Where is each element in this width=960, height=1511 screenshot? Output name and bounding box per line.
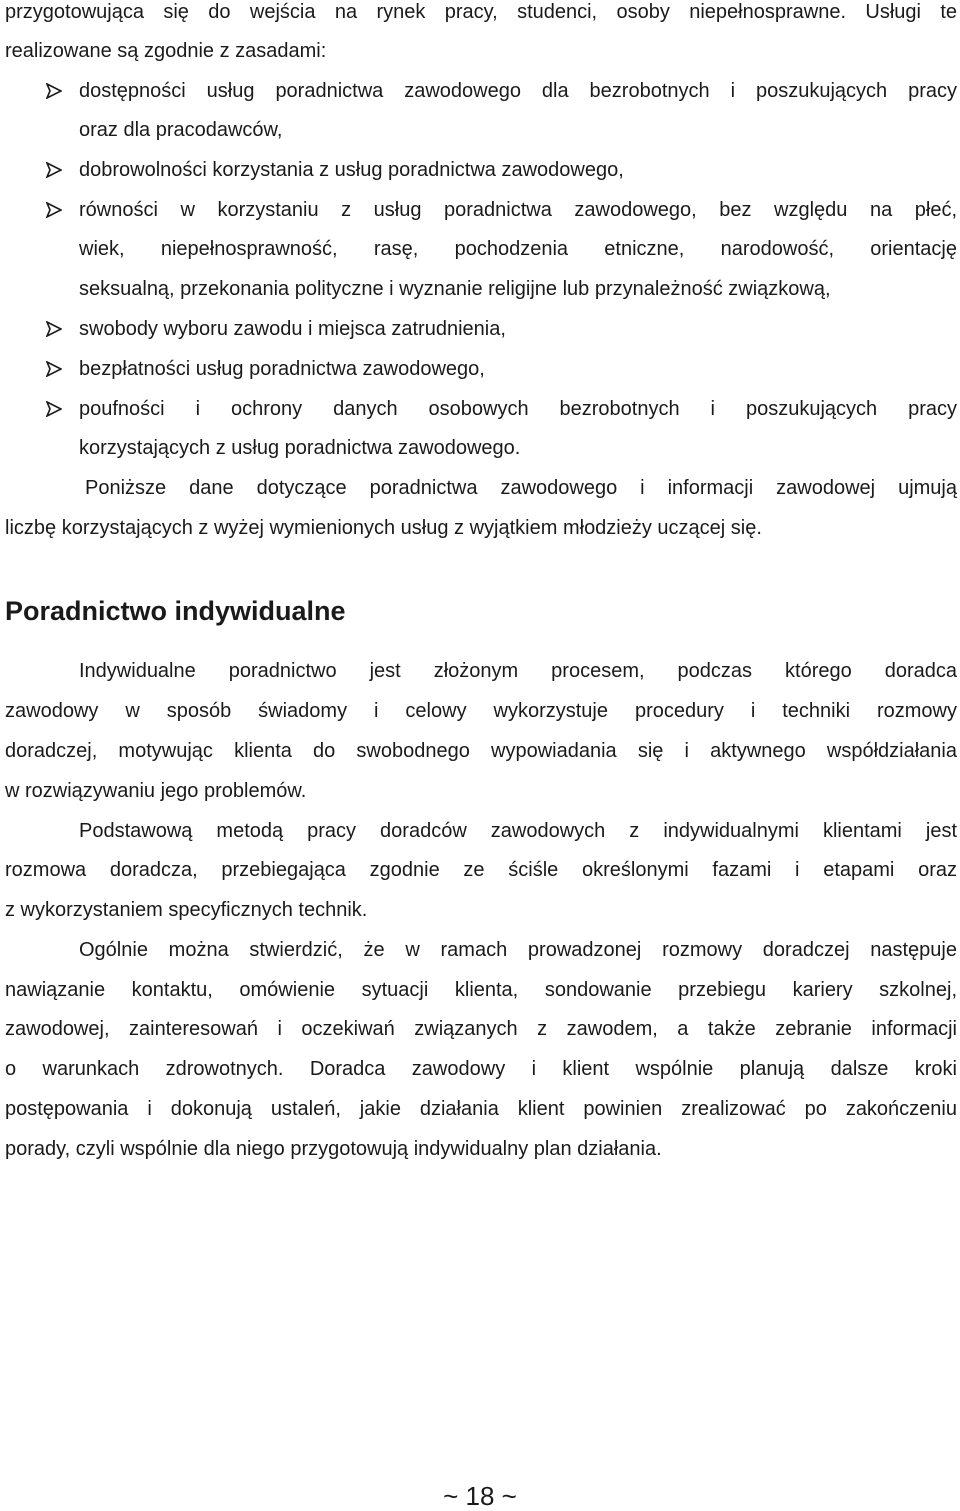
- list-item-line: dobrowolności korzystania z usług poradnictwa zawodowego,: [79, 159, 624, 181]
- list-item-line: wiek, niepełnosprawność, rasę, pochodzenia etniczne, narodowość, orientację: [79, 238, 957, 260]
- list-item-line: równości w korzystaniu z usług poradnictwa zawodowego, bez względu na płeć,: [79, 199, 957, 221]
- arrowhead-bullet-icon: [46, 162, 62, 178]
- paragraph-line: Ogólnie można stwierdzić, że w ramach prowadzonej rozmowy doradczej następuje: [79, 939, 957, 961]
- arrowhead-bullet-icon: [46, 361, 62, 377]
- section-heading: Poradnictwo indywidualne: [5, 596, 346, 626]
- summary-line: Poniższe dane dotyczące poradnictwa zawodowego i informacji zawodowej ujmują: [85, 477, 957, 499]
- list-item-line: poufności i ochrony danych osobowych bezrobotnych i poszukujących pracy: [79, 398, 957, 420]
- paragraph-line: zawodowej, zainteresowań i oczekiwań związanych z zawodem, a także zebranie informacji: [5, 1018, 957, 1040]
- list-item-line: swobody wyboru zawodu i miejsca zatrudnienia,: [79, 318, 506, 340]
- paragraph-line: o warunkach zdrowotnych. Doradca zawodowy i klient wspólnie planują dalsze kroki: [5, 1058, 957, 1080]
- paragraph-line: doradczej, motywując klienta do swobodnego wypowiadania się i aktywnego współdziałania: [5, 740, 957, 762]
- list-item-line: bezpłatności usług poradnictwa zawodowego,: [79, 358, 485, 380]
- paragraph-line: Indywidualne poradnictwo jest złożonym procesem, podczas którego doradca: [79, 660, 957, 682]
- paragraph-line: rozmowa doradcza, przebiegająca zgodnie ze ściśle określonymi fazami i etapami oraz: [5, 859, 957, 881]
- intro-line: przygotowująca się do wejścia na rynek pracy, studenci, osoby niepełnosprawne. Usługi te: [5, 1, 957, 23]
- arrowhead-bullet-icon: [46, 83, 62, 99]
- intro-line: realizowane są zgodnie z zasadami:: [5, 40, 327, 62]
- arrowhead-bullet-icon: [46, 202, 62, 218]
- paragraph-line: porady, czyli wspólnie dla niego przygotowują indywidualny plan działania.: [5, 1138, 662, 1160]
- page-number: ~ 18 ~: [443, 1481, 517, 1511]
- paragraph-line: Podstawową metodą pracy doradców zawodowych z indywidualnymi klientami jest: [79, 820, 957, 842]
- paragraph-line: w rozwiązywaniu jego problemów.: [5, 780, 307, 802]
- arrowhead-bullet-icon: [46, 401, 62, 417]
- paragraph-line: nawiązanie kontaktu, omówienie sytuacji klienta, sondowanie przebiegu kariery szkolnej,: [5, 979, 957, 1001]
- list-item-line: dostępności usług poradnictwa zawodowego dla bezrobotnych i poszukujących pracy: [79, 80, 957, 102]
- list-item-line: seksualną, przekonania polityczne i wyznanie religijne lub przynależność związkową,: [79, 278, 831, 300]
- list-item-line: oraz dla pracodawców,: [79, 119, 283, 141]
- list-item-line: korzystających z usług poradnictwa zawodowego.: [79, 437, 521, 459]
- arrowhead-bullet-icon: [46, 321, 62, 337]
- paragraph-line: z wykorzystaniem specyficznych technik.: [5, 899, 368, 921]
- paragraph-line: zawodowy w sposób świadomy i celowy wykorzystuje procedury i techniki rozmowy: [5, 700, 957, 722]
- paragraph-line: postępowania i dokonują ustaleń, jakie działania klient powinien zrealizować po zakończeniu: [5, 1098, 957, 1120]
- summary-line: liczbę korzystających z wyżej wymienionych usług z wyjątkiem młodzieży uczącej się.: [5, 517, 762, 539]
